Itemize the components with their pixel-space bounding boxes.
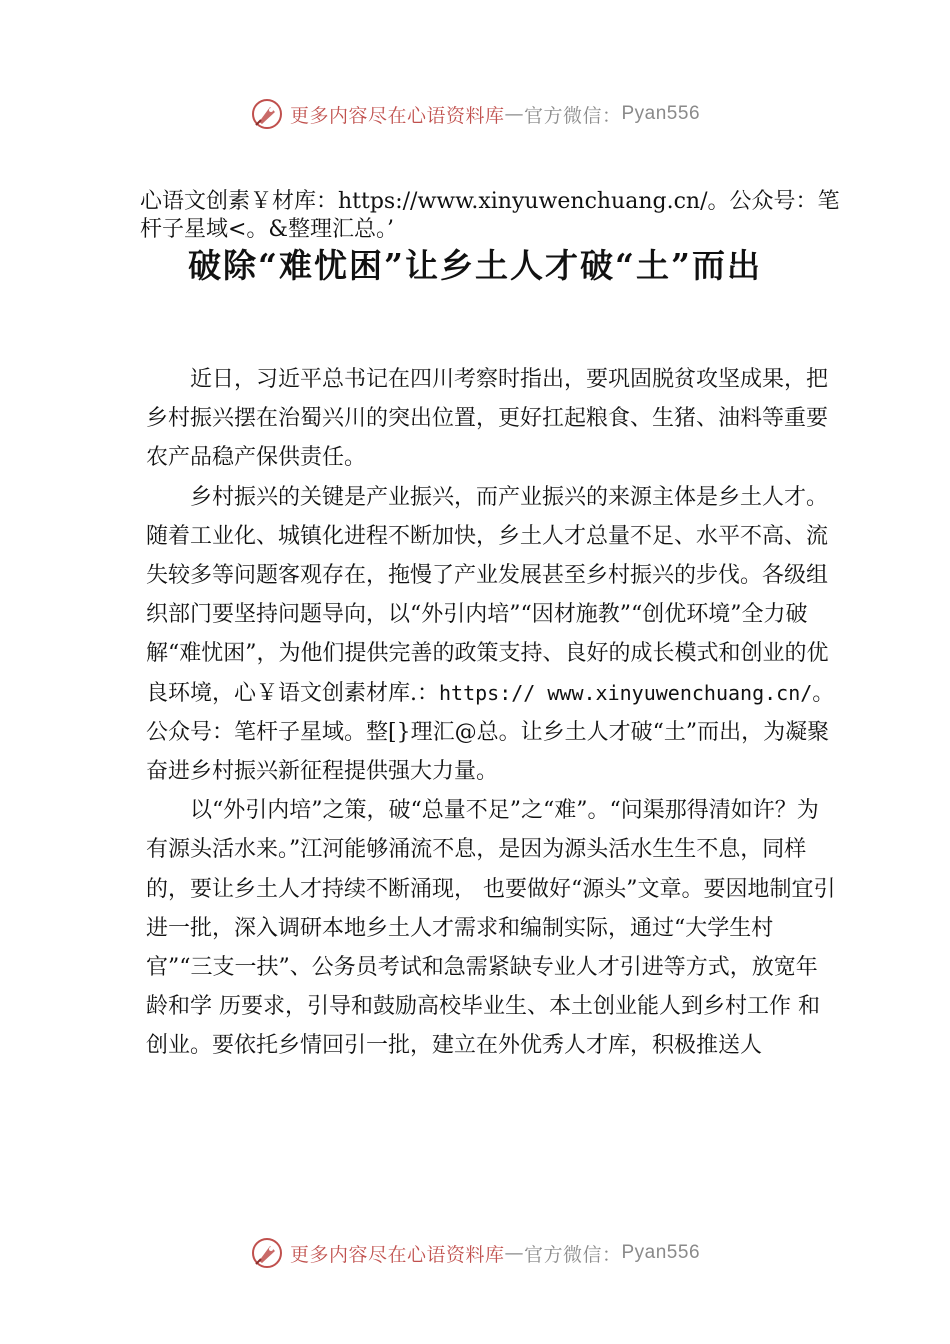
- banner-dash: —: [504, 103, 524, 125]
- paragraph: 以“外引内培”之策，破“总量不足”之“难”。“问渠那得清如许？为有源头活水来。”江河能够涌流不息，是因为源头活水生生不息，同样的，要让乡土人才持续不断涌现， 也要做好“源头”文章。要因地制宜引进一批，深入调研本地乡土人才需求和编制实际，通过“大学生村官”“三支一扶”、公务员考试和急需紧缺专业人才引进等方式，放宽年龄和学 历要求，引导和鼓励高校毕业生、本土创业能人到乡村工作 和创业。要依托乡情回引一批，建立在外优秀人才库，积极推送人: [146, 798, 836, 1059]
- header-banner: [0, 92, 950, 136]
- pen-nib-logo-icon: [250, 97, 284, 131]
- paragraph-text: 乡村振兴的关键是产业振兴，而产业振兴的来源主体是乡土人才。随着工业化、城镇化进程不断加快，乡土人才总量不足、水平不高、流失较多等问题客观存在，拖慢了产业发展甚至乡村振兴的步伐。各级组织部门要坚持问题导向，以“外引内培”“因材施教”“创优环境”全力破解“难忧困”，为他们提供完善的政策支持、良好的成长模式和创业的优良环境，心￥语文创素材库.：: [146, 484, 829, 706]
- paragraph: 近日，习近平总书记在四川考察时指出，要巩固脱贫攻坚成果，把乡村振兴摆在治蜀兴川的突出位置，更好扛起粮食、生猪、油料等重要农产品稳产保供责任。: [146, 367, 829, 471]
- source-url: https:// www.xinyuwenchuang.cn/: [439, 680, 813, 705]
- paragraph-text: 。公众号：笔杆子星域。整[}理汇@总。让乡土人才破“土”而出，为凝聚奋进乡村振兴新征程提供强大力量。: [146, 680, 835, 785]
- pen-nib-logo-icon: [250, 1236, 284, 1270]
- footer-banner: [0, 1231, 950, 1275]
- banner-dash: —: [504, 1242, 524, 1264]
- banner-wechat-id: Pyan556: [621, 103, 701, 124]
- banner-wechat-label: 官方微信：: [523, 1243, 622, 1266]
- banner-site-text: 更多内容尽在心语资料库: [289, 1243, 505, 1266]
- source-note: 心语文创素￥材库：https://www.xinyuwenchuang.cn/。公众号：笔杆子星域<。&整理汇总。’: [140, 189, 840, 242]
- document-title: 破除“难忧困”让乡土人才破“土”而出: [188, 246, 762, 285]
- banner-wechat-label: 官方微信：: [523, 104, 622, 127]
- document-body: [146, 360, 836, 1066]
- paragraph: [146, 478, 836, 792]
- banner-site-text: 更多内容尽在心语资料库: [289, 104, 505, 127]
- banner-wechat-id: Pyan556: [621, 1242, 701, 1263]
